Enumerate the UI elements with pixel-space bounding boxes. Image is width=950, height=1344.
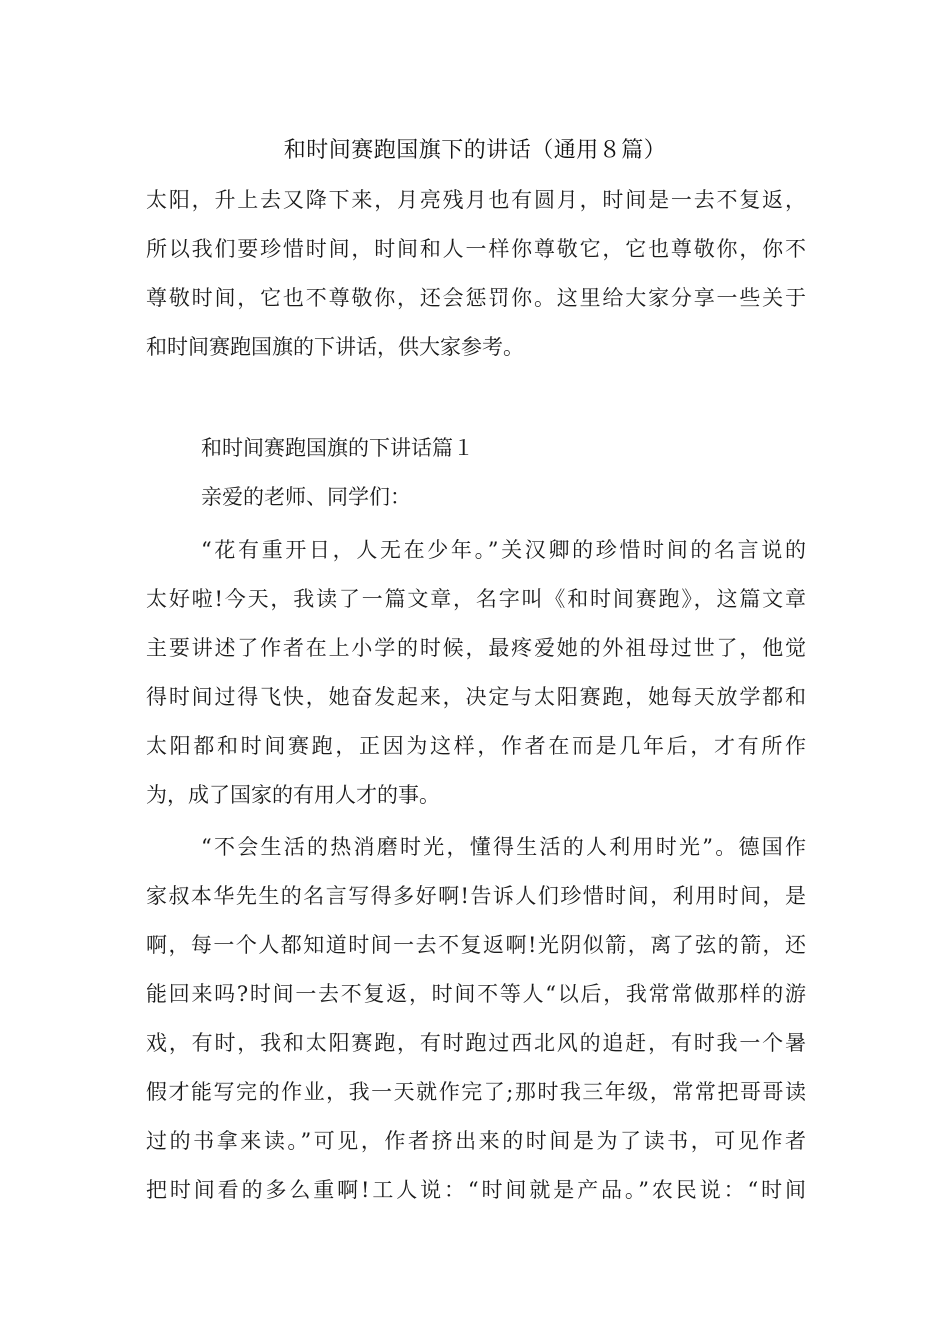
intro-line: 和时间赛跑国旗的下讲话，供大家参考。 — [146, 335, 524, 359]
paragraph-line: 戏，有时，我和太阳赛跑，有时跑过西北风的追赶，有时我一个暑 — [146, 1031, 806, 1055]
paragraph-line: “不会生活的热消磨时光，懂得生活的人利用时光”。德国作 — [201, 835, 806, 859]
intro-paragraph — [146, 176, 806, 372]
paragraph-line: “花有重开日，人无在少年。”关汉卿的珍惜时间的名言说的 — [201, 538, 806, 562]
intro-line: 太阳，升上去又降下来，月亮残月也有圆月，时间是一去不复返， — [146, 188, 806, 212]
paragraph-line: 太好啦!今天，我读了一篇文章，名字叫《和时间赛跑》，这篇文章 — [146, 587, 806, 611]
paragraph-line: 主要讲述了作者在上小学的时候，最疼爱她的外祖母过世了，他觉 — [146, 636, 806, 660]
paragraph-line: 得时间过得飞快，她奋发起来，决定与太阳赛跑，她每天放学都和 — [146, 685, 806, 709]
paragraph-line: 假才能写完的作业，我一天就作完了;那时我三年级，常常把哥哥读 — [146, 1080, 806, 1104]
section-heading: 和时间赛跑国旗的下讲话篇１ — [201, 436, 474, 460]
paragraph-line: 过的书拿来读。”可见，作者挤出来的时间是为了读书，可见作者 — [146, 1129, 806, 1153]
intro-line: 尊敬时间，它也不尊敬你，还会惩罚你。这里给大家分享一些关于 — [146, 286, 806, 310]
salutation: 亲爱的老师、同学们： — [201, 485, 411, 509]
paragraph-line: 家叔本华先生的名言写得多好啊!告诉人们珍惜时间，利用时间，是 — [146, 884, 806, 908]
document-title: 和时间赛跑国旗下的讲话（通用８篇） — [283, 138, 667, 163]
paragraph-2 — [146, 823, 806, 1215]
paragraph-line: 把时间看的多么重啊!工人说：“时间就是产品。”农民说：“时间 — [146, 1178, 806, 1202]
paragraph-line: 啊，每一个人都知道时间一去不复返啊!光阴似箭，离了弦的箭，还 — [146, 933, 806, 957]
section-header-block — [146, 424, 806, 522]
paragraph-1 — [146, 526, 806, 820]
paragraph-line: 太阳都和时间赛跑，正因为这样，作者在而是几年后，才有所作 — [146, 734, 806, 758]
intro-line: 所以我们要珍惜时间，时间和人一样你尊敬它，它也尊敬你，你不 — [146, 237, 806, 261]
paragraph-line: 为，成了国家的有用人才的事。 — [146, 783, 440, 807]
paragraph-line: 能回来吗?时间一去不复返，时间不等人“以后，我常常做那样的游 — [146, 982, 806, 1006]
